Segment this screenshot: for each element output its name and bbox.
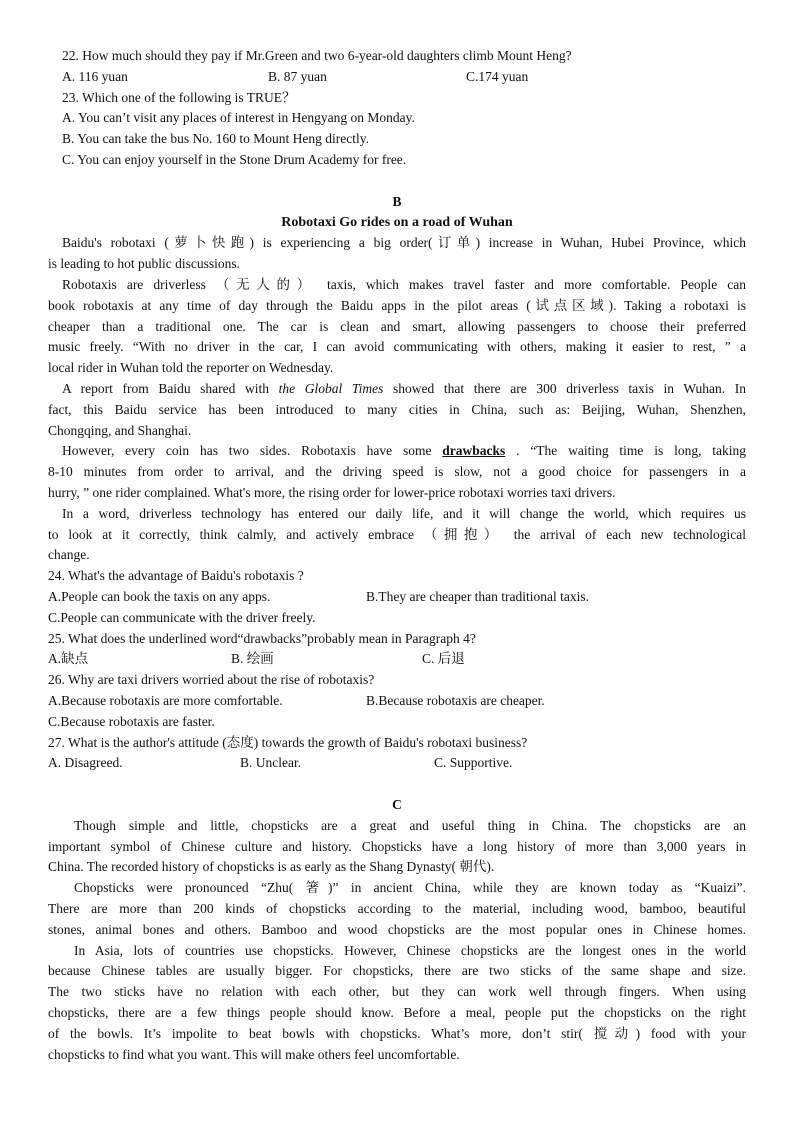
q25-option-a: A.缺点 [48,651,89,667]
c-p2-line2: There are more than 200 kinds of chopsticks according to the material, including wood, bamboo, beautiful [48,901,746,917]
exam-page [48,46,746,1065]
spacer [48,171,746,192]
b-p3-line1 [48,379,746,400]
q22-option-a: A. 116 yuan [62,68,128,84]
b-p4-line1 [48,441,746,462]
q23-option-c: C. You can enjoy yourself in the Stone Drum Academy for free. [62,151,407,167]
c-p3-line4: chopsticks, there are a few things people should know. Before a meal, people put the chopsticks on the right [48,1005,746,1021]
c-p1-line3: China. The recorded history of chopsticks is as early as the Shang Dynasty( 朝代). [48,859,495,875]
b-p3-line3: Chongqing, and Shanghai. [48,422,192,438]
q26-option-b: B.Because robotaxis are cheaper. [366,692,545,708]
q22-option-b: B. 87 yuan [268,68,327,84]
q24-options-row1 [48,587,746,608]
b-p5-line2: to look at it correctly, think calmly, and actively embrace （拥抱） the arrival of each new technological [48,526,746,542]
q27-option-a: A. Disagreed. [48,755,123,771]
q27-stem: 27. What is the author's attitude (态度) towards the growth of Baidu's robotaxi business? [48,734,528,750]
q26-options-row1 [48,691,746,712]
q27-options [48,753,746,774]
q25-stem: 25. What does the underlined word“drawbacks”probably mean in Paragraph 4? [48,630,476,646]
b-p4-underlined-word: drawbacks [442,443,506,459]
c-p3-line3: The two sticks have no relation with each other, but they can work well through fingers. When using [48,984,746,1000]
q24-option-b: B.They are cheaper than traditional taxis. [366,588,590,604]
b-p3-italic: the Global Times [278,380,384,396]
b-p1-line2: is leading to hot public discussions. [48,256,240,272]
q22-stem: 22. How much should they pay if Mr.Green and two 6-year-old daughters climb Mount Heng? [62,48,572,63]
c-p1-line1: Though simple and little, chopsticks are a great and useful thing in China. The chopsticks are an [74,817,746,833]
b-p2-line5: local rider in Wuhan told the reporter on Wednesday. [48,360,334,376]
b-p3-pre: A report from Baidu shared with [62,380,279,396]
q26-option-c: C.Because robotaxis are faster. [48,713,215,729]
q25-option-b: B. 绘画 [231,651,274,667]
c-p3-line5: of the bowls. It’s impolite to beat bowls with chopsticks. What’s more, don’t stir( 搅动) food with your [48,1025,746,1041]
b-p2-line2: book robotaxis at any time of day through the Baidu apps in the pilot areas (试点区域). Taking a robotaxi is [48,297,746,313]
section-b-title: Robotaxi Go rides on a road of Wuhan [281,214,513,230]
b-p3-line2: fact, this Baidu service has been introduced to many cities in China, such as: Beijing, Wuhan, Shenzhen, [48,401,746,417]
q27-option-c: C. Supportive. [434,755,513,771]
q26-option-a: A.Because robotaxis are more comfortable. [48,692,283,708]
q23-stem: 23. Which one of the following is TRUE？ [62,89,296,105]
b-p4-line2: 8-10 minutes from order to arrival, and the driving speed is slow, not a good choice for passengers in a [48,464,746,480]
spacer [48,774,746,795]
b-p2-line3: cheaper than a traditional one. The car is clean and smart, allowing passengers to choose their preferred [48,318,746,334]
b-p5-line3: change. [48,547,90,563]
b-p4-line3: hurry, ” one rider complained. What's more, the rising order for lower-price robotaxi worries taxi drivers. [48,484,616,500]
b-p3-post: showed that there are 300 driverless taxis in Wuhan. In [383,380,746,396]
section-b-label: B [392,193,402,209]
q25-options [48,649,746,670]
q22-option-c: C.174 yuan [466,68,529,84]
q24-stem: 24. What's the advantage of Baidu's robotaxis ? [48,568,304,584]
b-p4-post: . “The waiting time is long, taking [505,443,747,459]
q26-stem: 26. Why are taxi drivers worried about the rise of robotaxis? [48,672,375,688]
q25-option-c: C. 后退 [422,651,465,667]
c-p1-line2: important symbol of Chinese culture and history. Chopsticks have a long history of more than 3,000 years in [48,838,746,854]
b-p4-pre: However, every coin has two sides. Robotaxis have some [62,443,443,459]
b-p5-line1: In a word, driverless technology has entered our daily life, and it will change the world, which requires us [62,505,746,521]
b-p2-line1: Robotaxis are driverless （无人的） taxis, which makes travel faster and more comfortable. People can [62,276,746,292]
q24-option-c: C.People can communicate with the driver freely. [48,609,316,625]
b-p2-line4: music freely. “With no driver in the car, I can avoid communicating with others, making it easier to rest, ” a [48,339,746,355]
q23-option-a: A. You can’t visit any places of interest in Hengyang on Monday. [62,110,415,126]
q24-option-a: A.People can book the taxis on any apps. [48,588,271,604]
c-p2-line3: stones, animal bones and others. Bamboo and wood chopsticks are the most popular ones in Chinese homes. [48,921,746,937]
q22-options [48,67,746,88]
q23-option-b: B. You can take the bus No. 160 to Mount Heng directly. [62,131,369,147]
c-p3-line1: In Asia, lots of countries use chopsticks. However, Chinese chopsticks are the longest ones in the world [74,942,746,958]
c-p3-line6: chopsticks to find what you want. This will make others feel uncomfortable. [48,1046,460,1062]
q27-option-b: B. Unclear. [240,755,302,771]
section-c-label: C [392,797,402,813]
b-p1-line1: Baidu's robotaxi (萝卜快跑) is experiencing a big order(订单) increase in Wuhan, Hubei Province, which [62,235,746,251]
c-p2-line1: Chopsticks were pronounced “Zhu( 箸)” in ancient China, while they are known today as “Kuaizi”. [74,880,746,896]
c-p3-line2: because Chinese tables are usually bigger. For chopsticks, there are two sticks of the same shape and size. [48,963,746,979]
